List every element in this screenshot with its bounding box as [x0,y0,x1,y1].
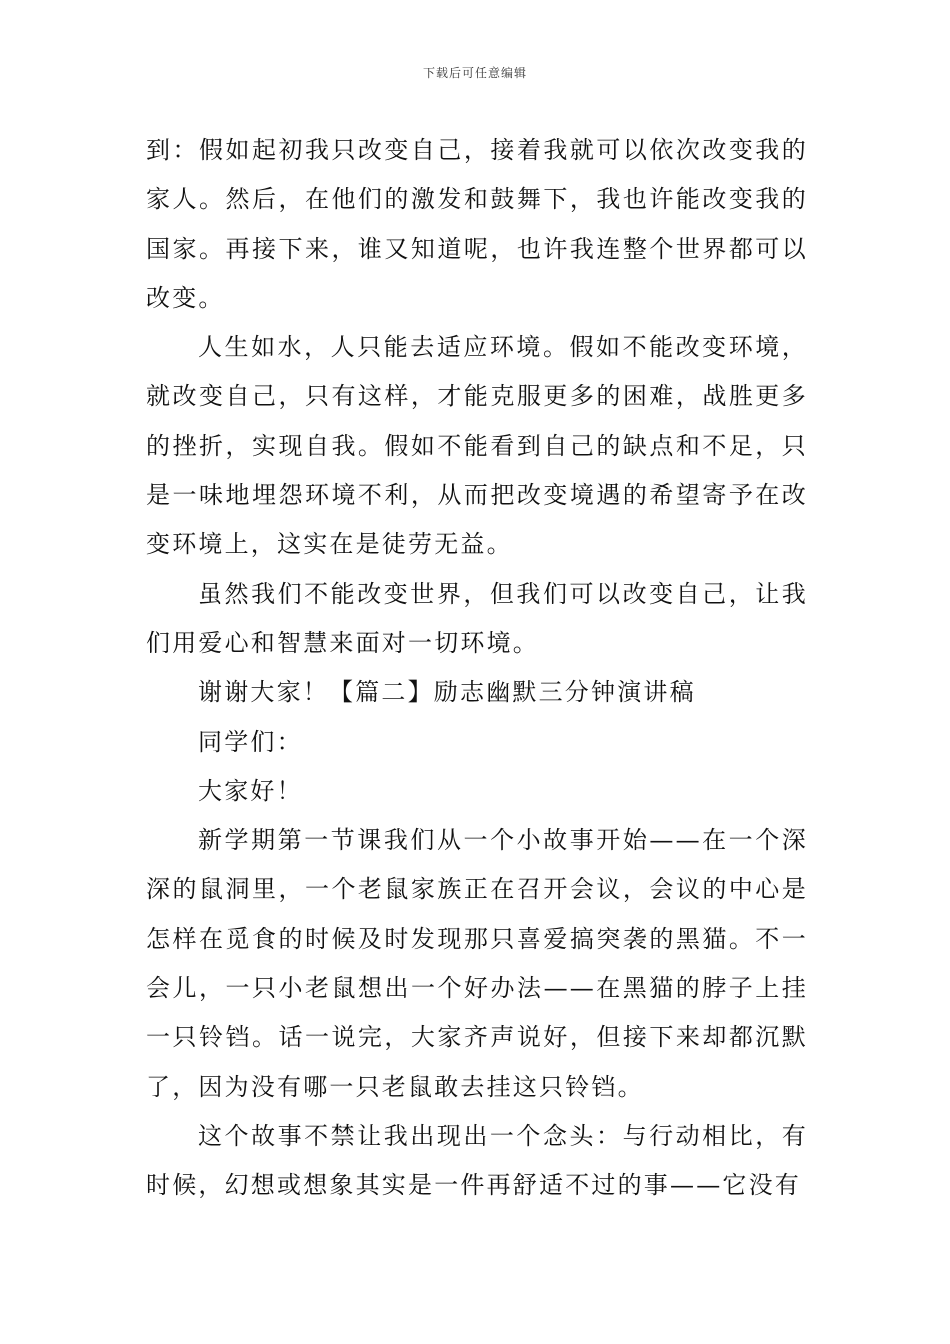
paragraph: 新学期第一节课我们从一个小故事开始——在一个深深的鼠洞里，一个老鼠家族正在召开会议，会议的中心是怎样在觅食的时候及时发现那只喜爱搞突袭的黑猫。不一会儿，一只小老鼠想出一个好办法——在黑猫的脖子上挂一只铃铛。话一说完，大家齐声说好，但接下来却都沉默了，因为没有哪一只老鼠敢去挂这只铃铛。 [146,826,808,1101]
paragraph-section-title: 谢谢大家！【篇二】励志幽默三分钟演讲稿 [198,678,696,707]
paragraph-salutation: 同学们： [198,727,303,756]
paragraph: 这个故事不禁让我出现出一个念头：与行动相比，有时候，幻想或想象其实是一件再舒适不过的事——它没有 [146,1121,808,1200]
paragraph-greeting: 大家好！ [198,776,303,805]
paragraph: 到：假如起初我只改变自己，接着我就可以依次改变我的家人。然后，在他们的激发和鼓舞下，我也许能改变我的国家。再接下来，谁又知道呢，也许我连整个世界都可以改变。 [146,136,808,312]
paragraph: 人生如水，人只能去适应环境。假如不能改变环境，就改变自己，只有这样，才能克服更多的困难，战胜更多的挫折，实现自我。假如不能看到自己的缺点和不足，只是一味地埋怨环境不利，从而把改变境遇的希望寄予在改变环境上，这实在是徒劳无益。 [146,333,808,559]
document-body [146,126,808,1211]
paragraph: 虽然我们不能改变世界，但我们可以改变自己，让我们用爱心和智慧来面对一切环境。 [146,579,808,657]
page-header: 下载后可任意编辑 [422,66,527,80]
